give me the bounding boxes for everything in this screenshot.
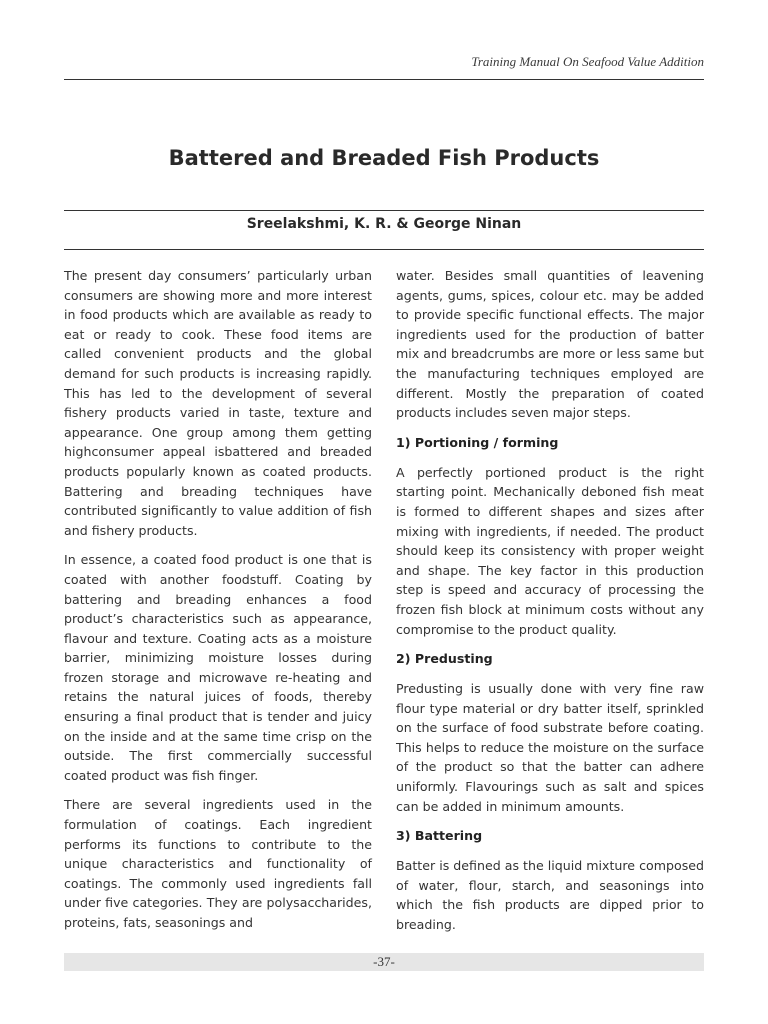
- paragraph: In essence, a coated food product is one that is coated with another foodstuff. Coating by battering and breading enhances a food product’s characteristics such as appearance, flavour and texture. Coating acts as a moisture barrier, minimizing moisture losses during frozen storage and microwave re-heating and retains the natural juices of foods, thereby ensuring a final product that is tender and juicy on the inside and at the same time crisp on the outside. The first commercially successful coated product was fish finger.: [64, 552, 372, 783]
- section-heading-predusting: 2) Predusting: [396, 651, 493, 667]
- section-heading-battering: 3) Battering: [396, 828, 483, 844]
- section-heading-portioning: 1) Portioning / forming: [396, 434, 559, 450]
- paragraph: Predusting is usually done with very fine raw flour type material or dry batter itself, sprinkled on the surface of food substrate before coating. This helps to reduce the moisture on the surface of the product so that the batter can adhere uniformly. Flavourings such as salt and spices can be added in minimum amounts.: [396, 681, 704, 814]
- authors-bottom-rule: [64, 249, 704, 250]
- page-number: -37-: [64, 953, 704, 971]
- authors-top-rule: [64, 210, 704, 211]
- paragraph: A perfectly portioned product is the right starting point. Mechanically deboned fish meat is formed to different shapes and sizes after mixing with ingredients, if needed. The product should keep its consistency with proper weight and shape. The key factor in this production step is speed and accuracy of processing the frozen fish block at minimum costs without any compromise to the product quality.: [396, 464, 704, 637]
- paragraph: The present day consumers’ particularly urban consumers are showing more and more interest in food products which are available as ready to eat or ready to cook. These food items are called convenient products and the global demand for such products is increasing rapidly. This has led to the development of several fishery products varied in taste, texture and appearance. One group among them getting highconsumer appeal isbattered and breaded products popularly known as coated products. Battering and breading techniques have contributed significantly to value addition of fish and fishery products.: [64, 268, 372, 538]
- article-authors: Sreelakshmi, K. R. & George Ninan: [246, 216, 522, 232]
- right-column: [396, 266, 704, 945]
- left-column: [64, 266, 372, 943]
- header-rule: [64, 79, 704, 80]
- paragraph: There are several ingredients used in the formulation of coatings. Each ingredient performs its functions to contribute to the unique characteristics and functionality of coatings. The commonly used ingredients fall under five categories. They are polysaccharides, proteins, fats, seasonings and: [64, 797, 372, 930]
- article-title: Battered and Breaded Fish Products: [168, 146, 600, 170]
- paragraph: Batter is defined as the liquid mixture composed of water, flour, starch, and seasonings into which the fish products are dipped prior to breading.: [396, 858, 704, 933]
- running-header: Training Manual On Seafood Value Addition: [471, 54, 704, 69]
- paragraph: water. Besides small quantities of leavening agents, gums, spices, colour etc. may be added to provide specific functional effects. The major ingredients used for the production of batter mix and breadcrumbs are more or less same but the manufacturing techniques employed are different. Mostly the preparation of coated products includes seven major steps.: [396, 268, 704, 421]
